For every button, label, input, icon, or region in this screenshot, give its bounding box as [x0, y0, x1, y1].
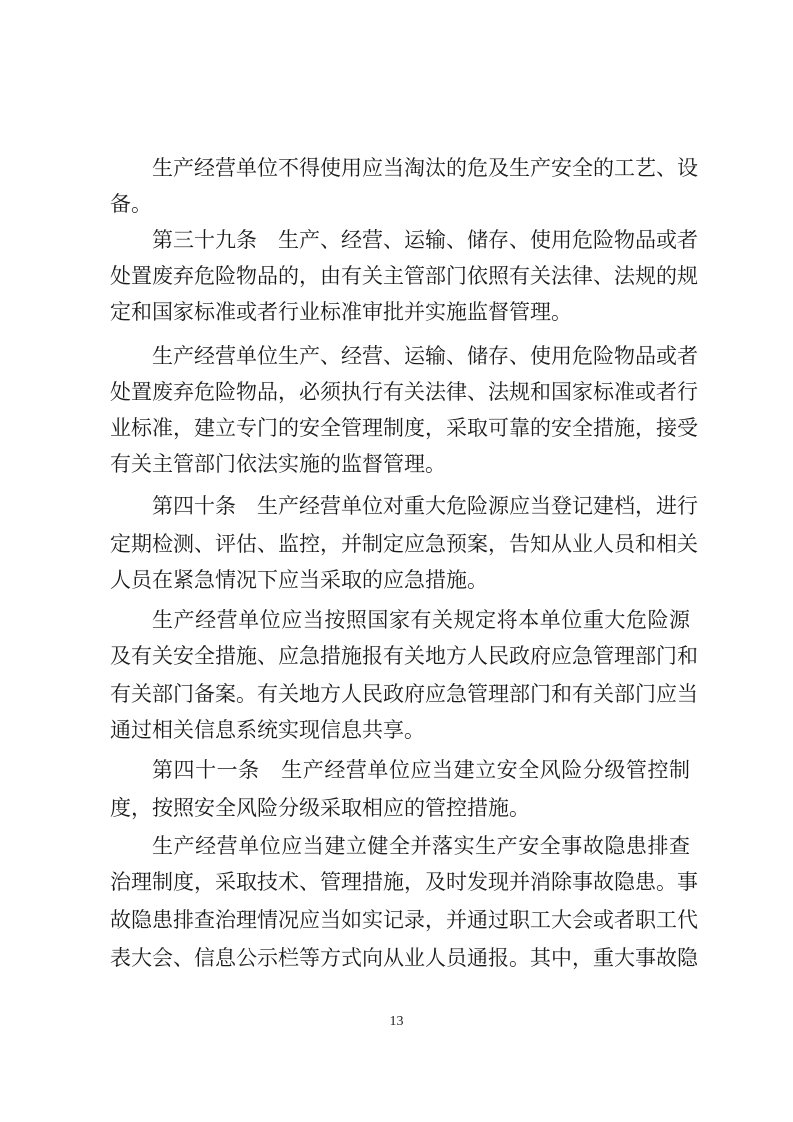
text-line: 备。 — [110, 192, 152, 216]
text-line: 生产经营单位应当建立健全并落实生产安全事故隐患排查 — [152, 834, 690, 858]
text-line: 通过相关信息系统实现信息共享。 — [110, 718, 425, 742]
article-39-heading-line: 第三十九条 生产、经营、运输、储存、使用危险物品或者 — [152, 228, 698, 252]
text-line: 及有关安全措施、应急措施报有关地方人民政府应急管理部门和 — [110, 644, 698, 668]
article-41-heading-line: 第四十一条 生产经营单位应当建立安全风险分级管控制 — [152, 758, 690, 782]
article-40-heading-line: 第四十条 生产经营单位对重大危险源应当登记建档，进行 — [152, 494, 698, 518]
text-line: 生产经营单位应当按照国家有关规定将本单位重大危险源 — [152, 608, 690, 632]
text-line: 定和国家标准或者行业标准审批并实施监督管理。 — [110, 300, 572, 324]
text-line: 生产经营单位不得使用应当淘汰的危及生产安全的工艺、设 — [152, 156, 698, 180]
text-line: 处置废弃危险物品，必须执行有关法律、法规和国家标准或者行 — [110, 380, 698, 404]
text-line: 有关部门备案。有关地方人民政府应急管理部门和有关部门应当 — [110, 682, 698, 706]
text-line: 度，按照安全风险分级采取相应的管控措施。 — [110, 796, 530, 820]
text-line: 治理制度，采取技术、管理措施，及时发现并消除事故隐患。事 — [110, 870, 698, 894]
page-number: 13 — [389, 1014, 404, 1029]
text-line: 故隐患排查治理情况应当如实记录，并通过职工大会或者职工代 — [110, 908, 698, 932]
text-line: 表大会、信息公示栏等方式向从业人员通报。其中，重大事故隐 — [110, 946, 698, 970]
text-line: 生产经营单位生产、经营、运输、储存、使用危险物品或者 — [152, 344, 698, 368]
text-line: 业标准，建立专门的安全管理制度，采取可靠的安全措施，接受 — [110, 416, 698, 440]
text-line: 有关主管部门依法实施的监督管理。 — [110, 452, 446, 476]
text-line: 处置废弃危险物品的，由有关主管部门依照有关法律、法规的规 — [110, 264, 698, 288]
text-line: 人员在紧急情况下应当采取的应急措施。 — [110, 568, 488, 592]
text-line: 定期检测、评估、监控，并制定应急预案，告知从业人员和相关 — [110, 532, 698, 556]
